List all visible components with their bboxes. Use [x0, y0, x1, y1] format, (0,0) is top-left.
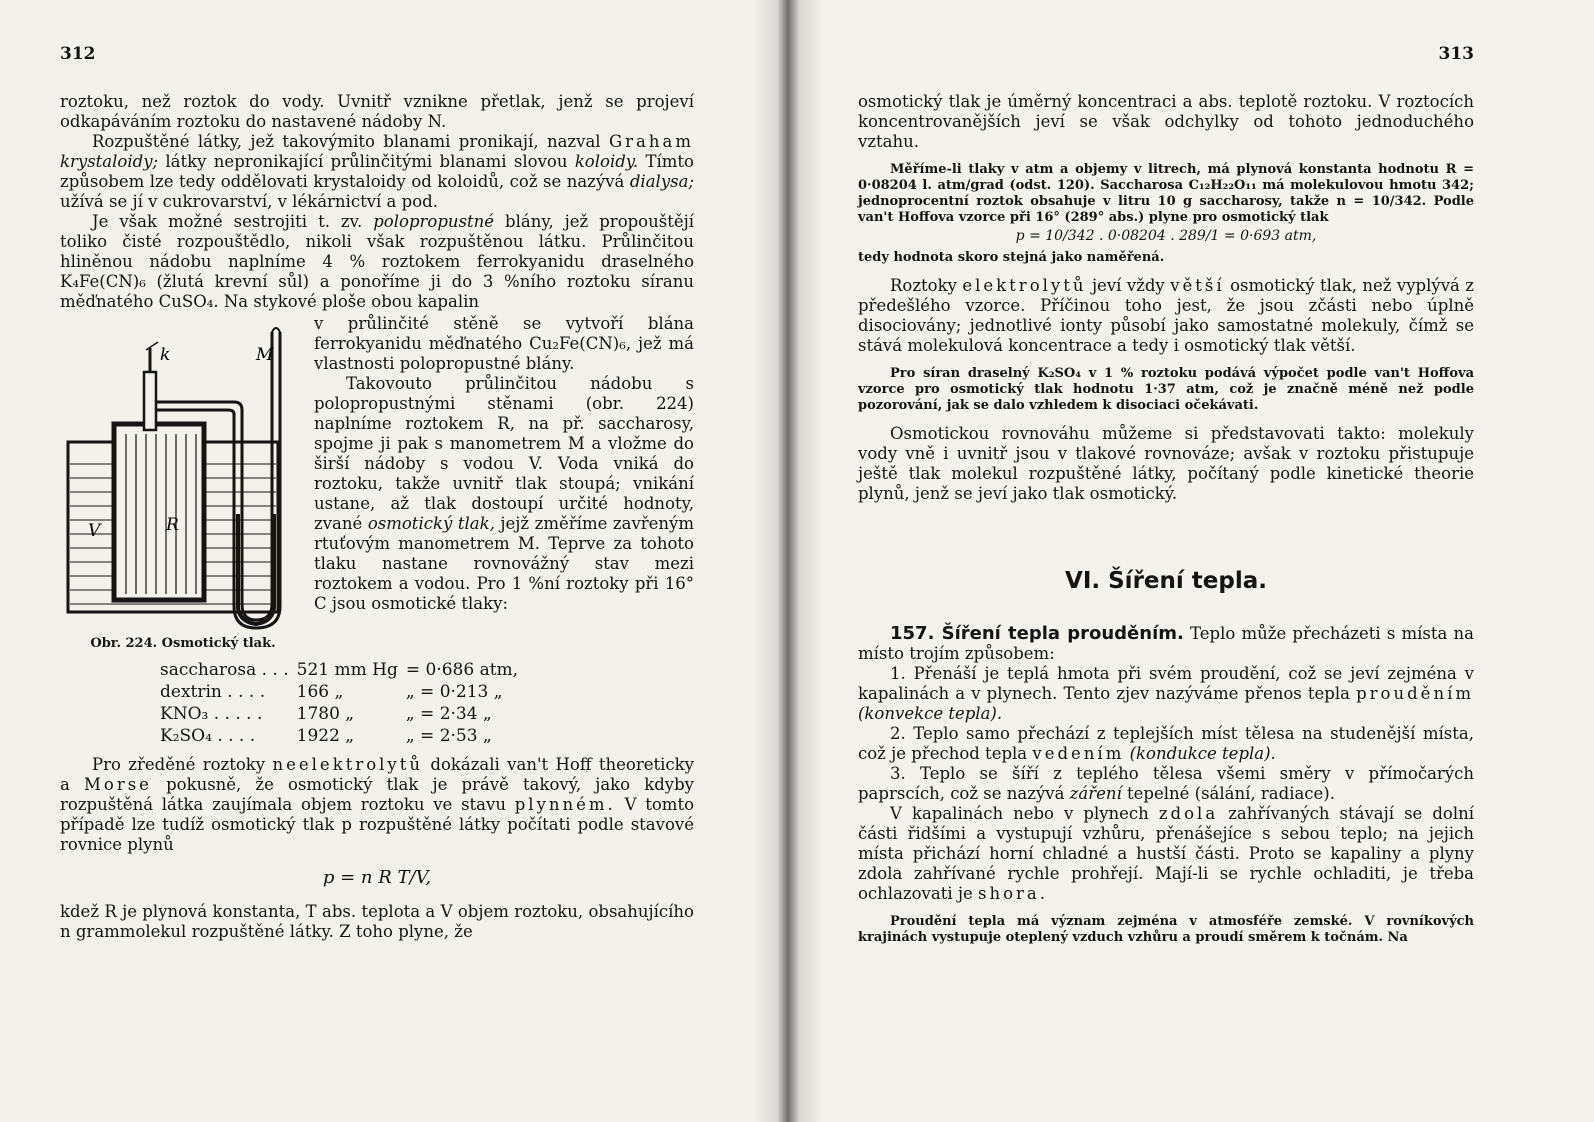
table-row: saccharosa . . . 521 mm Hg = 0·686 atm, [160, 660, 519, 680]
paragraph: Pro zředěné roztoky neelektrolytů dokázali van't Hoff theoreticky a Morse pokusně, že osmotický tlak je právě takový, jako kdyby rozpuštěná látka zaujímala objem roztoku ve stavu plynném. V tomto případě lze tudíž osmotický tlak p rozpuštěné látky počítati podle stavové rovnice plynů [60, 755, 695, 854]
label-V: V [88, 521, 101, 541]
table-row: KNO₃ . . . . . 1780 „ „ = 2·34 „ [160, 704, 492, 724]
small-print-note: Měříme-li tlaky v atm a objemy v litrech, má plynová konstanta hodnotu R = 0·08204 l. atm/grad (odst. 120). Saccharosa C₁₂H₂₂O₁₁ má molekulovou hmotu 342; jednoprocentní roztok obsahuje v litru 10 g saccharosy, takže n = 10/342. Podle van't Hoffova vzorce při 16° (289° abs.) plyne pro osmotický tlak [858, 162, 1474, 225]
list-item: 2. Teplo samo přechází z teplejších míst tělesa na studenější místa, což je přechod tepla vedením (kondukce tepla). [858, 724, 1474, 763]
paragraph: Osmotickou rovnováhu můžeme si představovati takto: molekuly vody vně i uvnitř jsou v tlakové rovnováze; avšak v roztoku přistupuje ještě tlak molekul rozpuštěné látky, počítaný podle kinetické theorie plynů, jenž se jeví jako tlak osmotický. [858, 424, 1474, 503]
paragraph: Takovouto průlinčitou nádobu s polopropustnými stěnami (obr. 224) naplníme roztokem R, na př. saccharosy, spojme ji pak s manometrem M a vložme do širší nádoby s vodou V. Voda vniká do roztoku, takže uvnitř tlak stoupá; vnikání ustane, až tlak dostoupí určité hodnoty, zvané osmotický tlak, jejž změříme zavřeným rtuťovým manometrem M. Teprve za tohoto tlaku nastane rovnovážný stav mezi roztokem a vodou. Pro 1 %ní roztoky při 16° C jsou osmotické tlaky: [314, 374, 695, 613]
small-print-note: Proudění tepla má význam zejména v atmosféře zemské. V rovníkových krajinách vystupuje oteplený vzduch vzhůru a proudí směrem k točnám. Na [858, 914, 1474, 945]
figure-side-text [314, 314, 694, 651]
figure-224 [60, 314, 306, 651]
paragraph: 157. Šíření tepla prouděním. Teplo může přecházeti s místa na místo trojím způsobem: [858, 623, 1474, 663]
paragraph: V kapalinách nebo v plynech zdola zahřívaných stávají se dolní části řidšími a vystupují vzhůru, přenášejíce s sebou teplo; na jejich místa přichází horní chladné a hustší části. Proto se kapaliny a plyny zdola zahřívané rychle prohřejí. Mají-li se rychle ochladiti, je třeba ochlazovati je shora. [858, 804, 1475, 903]
paragraph: Je však možné sestrojiti t. zv. polopropustné blány, jež propouštějí toliko čisté rozpouštědlo, nikoli však rozpuštěnou látku. Průlinčitou hliněnou nádobu naplníme 4 % roztokem ferrokyanidu draselného K₄Fe(CN)₆ (žlutá krevní sůl) a ponoříme ji do 3 %ního roztoku síranu měďnatého CuSO₄. Na stykové ploše obou kapalin [60, 212, 695, 311]
label-R: R [166, 515, 179, 535]
paragraph: osmotický tlak je úměrný koncentraci a abs. teplotě roztoku. V roztocích koncentrovanějších jeví se však odchylky od tohoto jednoduchého vztahu. [858, 92, 1474, 151]
left-page [0, 0, 790, 1122]
table-row: dextrin . . . . 166 „ „ = 0·213 „ [160, 682, 503, 702]
small-formula: p = 10/342 . 0·08204 . 289/1 = 0·693 atm, [1015, 228, 1317, 244]
label-M: M [256, 345, 274, 365]
book-gutter [752, 0, 824, 1122]
figure-block [60, 314, 694, 651]
label-k: k [160, 345, 171, 365]
osmosis-apparatus-illustration [60, 314, 300, 632]
right-page [790, 0, 1594, 1122]
figure-caption: Obr. 224. Osmotický tlak. [90, 636, 276, 651]
chapter-title: VI. Šíření tepla. [1065, 568, 1267, 594]
paragraph: Rozpuštěné látky, jež takovýmito blanami pronikají, nazval Graham krystaloidy; látky nepronikající průlinčitými blanami slovou koloidy. Tímto způsobem lze tedy oddělovati krystaloidy od koloidů, což se nazývá dialysa; užívá se jí v cukrovarství, v lékárnictví a pod. [60, 132, 694, 211]
page-number-left: 312 [60, 44, 96, 64]
gas-formula: p = n R T/V, [322, 867, 432, 888]
paragraph: v průlinčité stěně se vytvoří blána ferrokyanidu měďnatého Cu₂Fe(CN)₆, jež má vlastnosti polopropustné blány. [314, 314, 694, 373]
small-print-note: tedy hodnota skoro stejná jako naměřená. [858, 250, 1165, 265]
table-row: K₂SO₄ . . . . 1922 „ „ = 2·53 „ [160, 726, 492, 746]
paragraph: Roztoky elektrolytů jeví vždy větší osmotický tlak, než vyplývá z předešlého vzorce. Příčinou toho jest, že jsou zčásti nebo úplně disociovány; jednotlivé ionty působí jako samostatné molekuly, čímž se stává molekulová koncentrace a tedy i osmotický tlak větší. [858, 276, 1474, 355]
page-number-right: 313 [1438, 44, 1474, 64]
small-print-note: Pro síran draselný K₂SO₄ v 1 % roztoku podává výpočet podle van't Hoffova vzorce pro osmotický tlak hodnotu 1·37 atm, což je značně méně než podle pozorování, jak se dalo vzhledem k disociaci očekávati. [858, 366, 1474, 413]
paragraph: roztoku, než roztok do vody. Uvnitř vznikne přetlak, jenž se projeví odkapáváním roztoku do nastavené nádoby N. [60, 92, 694, 131]
list-item: 1. Přenáší je teplá hmota při svém proudění, což se jeví zejména v kapalinách a v plynech. Tento zjev nazýváme přenos tepla prouděním (konvekce tepla). [858, 664, 1474, 723]
list-item: 3. Teplo se šíří z teplého tělesa všemi směry v přímočarých paprscích, což se nazývá záření tepelné (sálání, radiace). [858, 764, 1474, 803]
pressure-table [160, 659, 526, 747]
section-title: 157. Šíření tepla prouděním. [890, 623, 1184, 644]
paragraph: kdež R je plynová konstanta, T abs. teplota a V objem roztoku, obsahujícího n grammolekul rozpuštěné látky. Z toho plyne, že [60, 902, 694, 941]
